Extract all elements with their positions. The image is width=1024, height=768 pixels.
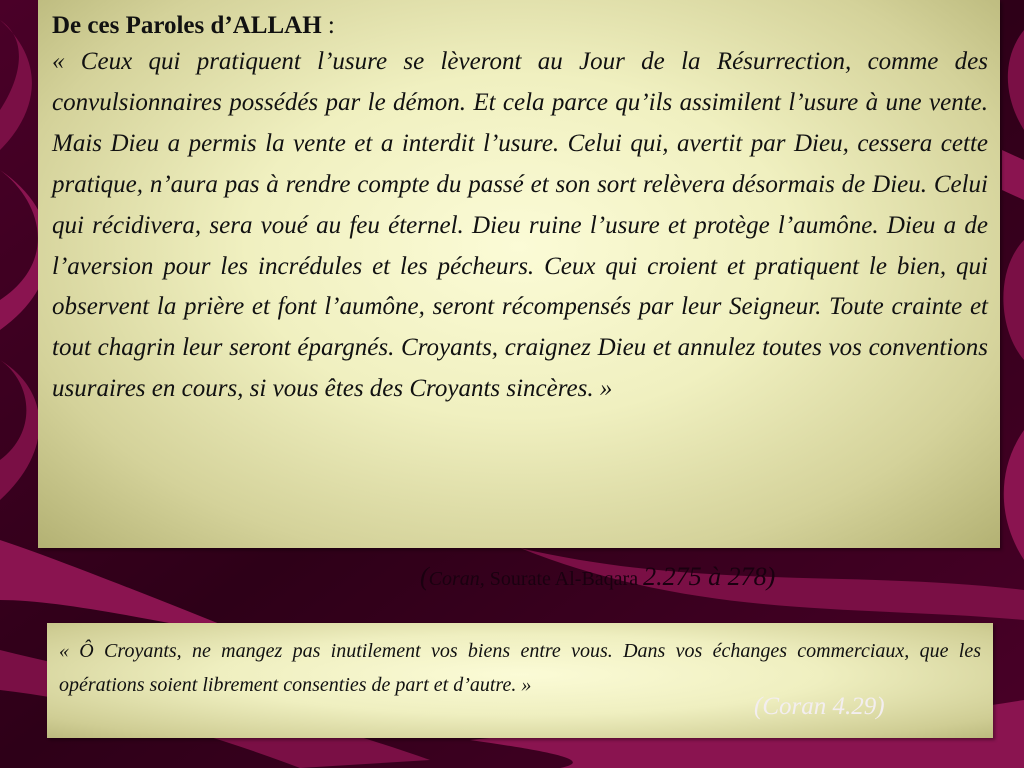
second-quote-text: « Ô Croyants, ne mangez pas inutilement vos biens entre vous. Dans vos échanges commerciaux, que les opérations soient librement consenties de part et d’autre. »: [59, 640, 981, 696]
main-quote-reference: [420, 562, 775, 592]
heading-text: De ces Paroles d’ALLAH: [52, 12, 322, 39]
reference-open-paren: (: [420, 562, 429, 591]
heading-colon: :: [321, 12, 335, 39]
main-quote-box: [38, 0, 1000, 548]
main-quote-text: « Ceux qui pratiquent l’usure se lèveront au Jour de la Résurrection, comme des convulsionnaires possédés par le démon. Et cela parce qu’ils assimilent l’usure à une vente. Mais Dieu a permis la vente et a interdit l’usure. Celui qui, avertit par Dieu, cessera cette pratique, n’aura pas à rendre compte du passé et son sort relèvera désormais de Dieu. Celui qui récidivera, sera voué au feu éternel. Dieu ruine l’usure et protège l’aumône. Dieu a de l’aversion pour les incrédules et les pécheurs. Ceux qui croient et pratiquent le bien, qui observent la prière et font l’aumône, seront récompensés par leur Seigneur. Toute crainte et tout chagrin leur seront épargnés. Croyants, craignez Dieu et annulez toutes vos conventions usuraires en cours, si vous êtes des Croyants sincères. »: [52, 48, 988, 403]
second-quote-reference: (Coran 4.29): [754, 693, 885, 720]
slide-heading: [52, 10, 988, 42]
reference-coran: Coran,: [428, 568, 485, 590]
reference-verses: 2.275 à 278): [643, 562, 776, 591]
reference-sourate: Sourate Al-Baqara: [484, 568, 644, 590]
